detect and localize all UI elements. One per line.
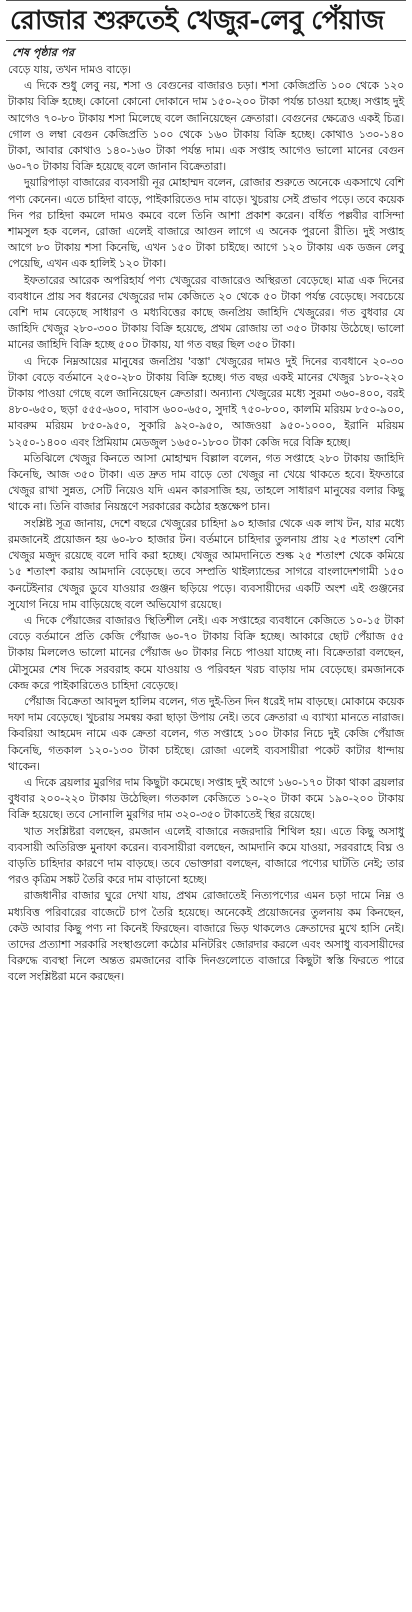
- paragraph-2: এ দিকে শুধু লেবু নয়, শসা ও বেগুনের বাজারও চড়া। শসা কেজিপ্রতি ১০০ থেকে ১২০ টাকায় বিক্রি হচ্ছে। কোনো কোনো দোকানে দাম ১৫০-২০০ টাকা পর্যন্ত চাওয়া হচ্ছে। সপ্তাহ দুই আগেও ৭০-৮০ টাকায় শসা মিলেছে বলে জানিয়েছেন ক্রেতারা। বেগুনের ক্ষেত্রেও একই চিত্র। গোল ও লম্বা বেগুন কেজিপ্রতি ১০০ থেকে ১৬০ টাকায় বিক্রি হচ্ছে। কোথাও ১৩০-১৪০ টাকা, আবার কোথাও ১৪০-১৬০ টাকা পর্যন্ত দাম। এক সপ্তাহ আগেও ভালো মানের বেগুন ৬০-৭০ টাকায় বিক্রি হয়েছে বলে জানান বিক্রেতারা।: [8, 79, 404, 174]
- paragraph-4: ইফতারের আরেক অপরিহার্য পণ্য খেজুরের বাজারেও অস্থিরতা বেড়েছে। মাত্র এক দিনের ব্যবধানে প্রায় সব ধরনের খেজুরের দাম কেজিতে ২০ থেকে ৫০ টাকা পর্যন্ত বেড়েছে। সবচেয়ে বেশি দাম বেড়েছে সাধারণ ও মধ্যবিত্তের কাছে জনপ্রিয় জাহিদি খেজুরের। গত বুধবার যে জাহিদি খেজুর ২৮০-৩০০ টাকায় বিক্রি হয়েছে, প্রথম রোজায় তা ৩৫০ টাকায় উঠেছে। ভালো মানের জাহিদি বিক্রি হচ্ছে ৫০০ টাকায়, যা গত বছর ছিল ৩৫০ টাকা।: [8, 273, 404, 352]
- continued-from-label: শেষ পৃষ্ঠার পর: [12, 46, 75, 59]
- paragraph-7: সংশ্লিষ্ট সূত্র জানায়, দেশে বছরে খেজুরের চাহিদা ৯০ হাজার থেকে এক লাখ টন, যার মধ্যে রমজানেই প্রয়োজন হয় ৬০-৮০ হাজার টন। বর্তমানে চাহিদার তুলনায় প্রায় ২৫ শতাংশ বেশি খেজুর মজুদ রয়েছে বলে দাবি করা হচ্ছে। খেজুর আমদানিতে শুল্ক ২৫ শতাংশ থেকে কমিয়ে ১৫ শতাংশ করায় আমদানি বেড়েছে। তবে সম্প্রতি থাইল্যান্ডের সাগরে বাংলাদেশগামী ১৫০ কনটেইনার খেজুর ডুবে যাওয়ার গুঞ্জন ছড়িয়ে পড়ে। ব্যবসায়ীদের একটি অংশ এই গুঞ্জনের সুযোগ নিয়ে দাম বাড়িয়েছে বলে অভিযোগ রয়েছে।: [8, 516, 404, 611]
- paragraph-10: এ দিকে ব্রয়লার মুরগির দাম কিছুটা কমেছে। সপ্তাহ দুই আগে ১৬০-১৭০ টাকা থাকা ব্রয়লার বুধবার ২০০-২২০ টাকায় উঠেছিল। গতকাল কেজিতে ১০-২০ টাকা কমে ১৯০-২০০ টাকায় বিক্রি হয়েছে। তবে সোনালি মুরগির দাম ৩২০-৩৫০ টাকাতেই স্থির রয়েছে।: [8, 775, 404, 822]
- paragraph-1: বেড়ে যায়, তখন দামও বাড়ে।: [8, 63, 131, 76]
- paragraph-9: পেঁয়াজ বিক্রেতা আবদুল হালিম বলেন, গত দুই-তিন দিন ধরেই দাম বাড়ছে। মোকামে কয়েক দফা দাম বেড়েছে। খুচরায় সমন্বয় করা ছাড়া উপায় নেই। তবে ক্রেতারা এ ব্যাখ্যা মানতে নারাজ। কিবরিয়া আহমেদ নামে এক ক্রেতা বলেন, গত সপ্তাহে ১০০ টাকার নিচে দুই কেজি পেঁয়াজ কিনেছি, গতকাল ১২০-১৩০ টাকা চাইছে। রোজা এলেই ব্যবসায়ীরা পকেট কাটার ধান্দায় থাকেন।: [8, 694, 404, 773]
- headline-box: [6, 0, 406, 41]
- article-body: [8, 62, 404, 986]
- paragraph-11: খাত সংশ্লিষ্টরা বলছেন, রমজান এলেই বাজারে নজরদারি শিথিল হয়। এতে কিছু অসাধু ব্যবসায়ী অতিরিক্ত মুনাফা করেন। ব্যবসায়ীরা বলছেন, আমদানি কমে যাওয়া, সরবরাহে বিঘ্ন ও বাড়তি চাহিদার কারণে দাম বাড়ছে। তবে ভোক্তারা বলছেন, বাজারে পণ্যের ঘাটতি নেই; তার পরও কৃত্রিম সঙ্কট তৈরি করে দাম বাড়ানো হচ্ছে।: [8, 824, 404, 887]
- paragraph-6: মতিঝিলে খেজুর কিনতে আসা মোহাম্মদ বিল্লাল বলেন, গত সপ্তাহে ২৮০ টাকায় জাহিদি কিনেছি, আজ ৩৫০ টাকা। এত দ্রুত দাম বাড়ে তো খেজুর না খেয়ে থাকতে হবে। ইফতারে খেজুর রাখা সুন্নত, সেটি নিয়েও যদি এমন কারসাজি হয়, তাহলে সাধারণ মানুষের বলার কিছু থাকে না। তিনি বাজার নিয়ন্ত্রণে সরকারের কঠোর হস্তক্ষেপ চান।: [8, 451, 404, 514]
- headline: রোজার শুরুতেই খেজুর-লেবু পেঁয়াজ: [10, 6, 384, 36]
- paragraph-8: এ দিকে পেঁয়াজের বাজারও স্থিতিশীল নেই। এক সপ্তাহের ব্যবধানে কেজিতে ১০-১৫ টাকা বেড়ে বর্তমানে প্রতি কেজি পেঁয়াজ ৬০-৭০ টাকায় বিক্রি হচ্ছে। আকারে ছোট পেঁয়াজ ৫৫ টাকায় মিললেও ভালো মানের পেঁয়াজ ৬০ টাকার নিচে পাওয়া যাচ্ছে না। বিক্রেতারা বলছেন, মৌসুমের শেষ দিকে সরবরাহ কমে যাওয়ায় ও পরিবহন খরচ বাড়ায় দাম বেড়েছে। রমজানকে কেন্দ্র করে পাইকারিতেও চাহিদা বেড়েছে।: [8, 613, 404, 692]
- paragraph-5: এ দিকে নিম্নআয়ের মানুষের জনপ্রিয় 'বস্তা' খেজুরের দামও দুই দিনের ব্যবধানে ২০-৩০ টাকা বেড়ে বর্তমানে ২৫০-২৮০ টাকায় বিক্রি হচ্ছে। গত বছর একই মানের খেজুর ১৮০-২২০ টাকায় পাওয়া গেছে বলে জানিয়েছেন ক্রেতারা। অন্যান্য খেজুরের মধ্যে সুরমা ৩৬০-৪০০, বরই ৪৮০-৬৫০, ছড়া ৫৫৫-৬০০, দাবাস ৬০০-৬৫০, সুদাই ৭৫০-৮০০, কালমি মরিয়ম ৮৫০-৯০০, মাবরুম মরিয়ম ৮৫০-৯৫০, সুকারি ৯২০-৯৫০, আজওয়া ৯৫০-১০০০, ইরানি মরিয়ম ১২৫০-১৪০০ এবং প্রিমিয়াম মেডজুল ১৬৫০-১৮০০ টাকা কেজি দরে বিক্রি হচ্ছে।: [8, 354, 404, 449]
- paragraph-12: রাজধানীর বাজার ঘুরে দেখা যায়, প্রথম রোজাতেই নিত্যপণ্যের এমন চড়া দামে নিম্ন ও মধ্যবিত্ত পরিবারের বাজেটে চাপ তৈরি হয়েছে। অনেকেই প্রয়োজনের তুলনায় কম কিনছেন, কেউ আবার কিছু পণ্য না কিনেই ফিরছেন। বাজারে ভিড় থাকলেও ক্রেতাদের মুখে হাসি নেই। তাদের প্রত্যাশা সরকারি সংস্থাগুলো কঠোর মনিটরিং জোরদার করলে এবং অসাধু ব্যবসায়ীদের বিরুদ্ধে ব্যবস্থা নিলে অন্তত রমজানের বাকি দিনগুলোতে বাজারে কিছুটা স্বস্তি ফিরতে পারে বলে সংশ্লিষ্টরা মনে করছেন।: [8, 889, 404, 984]
- paragraph-3: দুয়ারিপাড়া বাজারের ব্যবসায়ী নূর মোহাম্মদ বলেন, রোজার শুরুতে অনেকে একসাথে বেশি পণ্য কেনেন। এতে চাহিদা বাড়ে, পাইকারিতেও দাম বাড়ে। খুচরায় সেই প্রভাব পড়ে। তবে কয়েক দিন পর চাহিদা কমলে দামও কমবে বলে তিনি আশা প্রকাশ করেন। বর্ধিত পল্লবীর বাসিন্দা শামসুল হক বলেন, রোজা এলেই বাজারে আগুন লাগে এ অনেক পুরনো রীতি। দুই সপ্তাহ আগে ৮০ টাকায় শসা কিনেছি, এখন ১৫০ টাকা চাইছে। আগে ১২০ টাকায় এক ডজন লেবু পেয়েছি, এখন এক হালিই ১২০ টাকা।: [8, 176, 404, 271]
